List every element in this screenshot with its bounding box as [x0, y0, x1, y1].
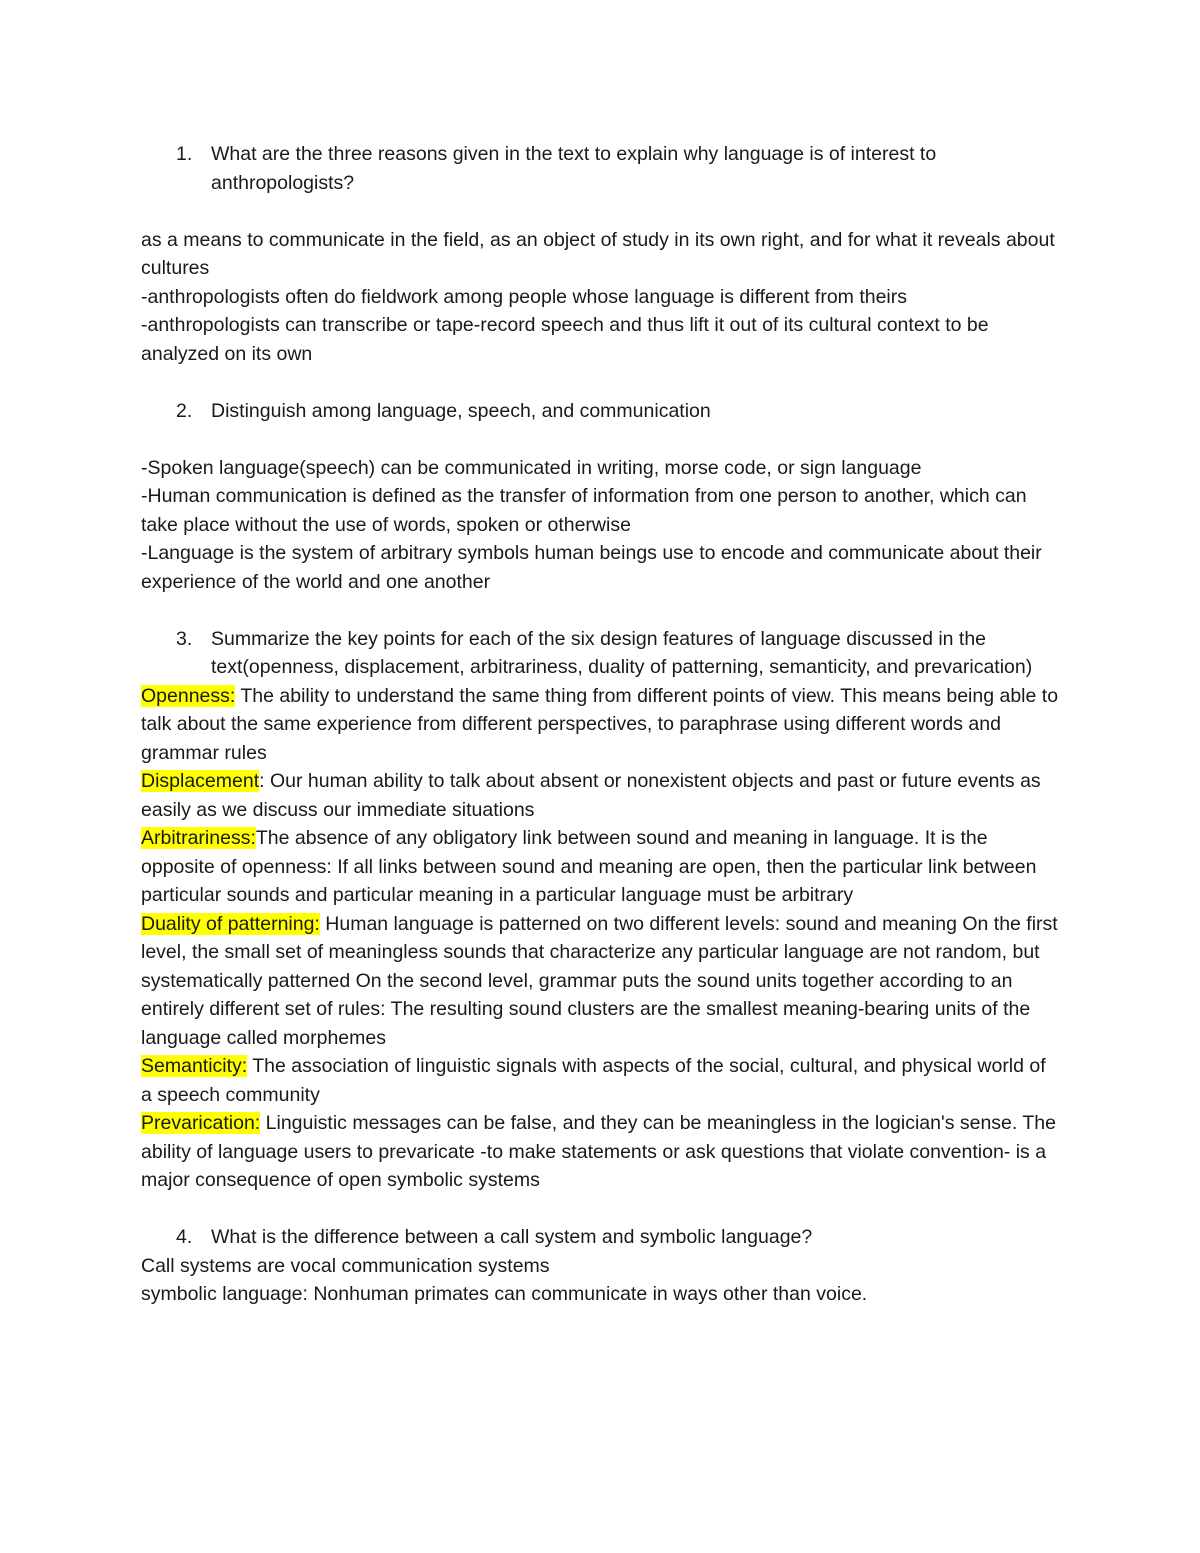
feature-definition: The ability to understand the same thing from different points of view. This means being able to talk about the same experience from different perspectives, to paraphrase using different words and grammar rules: [141, 684, 1059, 764]
answer-line: -anthropologists can transcribe or tape-record speech and thus lift it out of its cultural context to be analyzed on its own: [141, 314, 989, 365]
question-3: [141, 625, 1061, 682]
question-text: What is the difference between a call system and symbolic language?: [211, 1226, 813, 1248]
answer-line: -Spoken language(speech) can be communicated in writing, morse code, or sign language: [141, 456, 922, 479]
feature-definition: The absence of any obligatory link between sound and meaning in language. It is the opposite of openness: If all links between sound and meaning are open, then the particular link between particular sounds and particular meaning in a particular language must be arbitrary: [141, 827, 1037, 906]
feature-prevarication: [141, 1109, 1061, 1195]
answer-line: -Human communication is defined as the transfer of information from one person to another, which can take place without the use of words, spoken or otherwise: [141, 485, 1027, 536]
highlighted-term: Duality of patterning:: [141, 912, 320, 935]
question-number: 2.: [176, 399, 193, 422]
question-number: 1.: [176, 143, 193, 165]
question-1: [141, 140, 1061, 197]
question-4: [141, 1223, 1061, 1252]
highlighted-term: Arbitrariness:: [141, 827, 256, 849]
answer-line: as a means to communicate in the field, as an object of study in its own right, and for what it reveals about cultures: [141, 228, 1055, 279]
feature-definition: Linguistic messages can be false, and they can be meaningless in the logician's sense. The ability of language users to prevaricate -to make statements or ask questions that violate convention- is a major consequence of open symbolic systems: [141, 1112, 1056, 1191]
feature-arbitrariness: [141, 824, 1061, 910]
feature-displacement: [141, 767, 1061, 824]
highlighted-term: Prevarication:: [141, 1112, 261, 1134]
highlighted-term: Semanticity:: [141, 1055, 248, 1077]
answer-line: -Language is the system of arbitrary symbols human beings use to encode and communicate about their experience of the world and one another: [141, 542, 1042, 593]
question-number: 4.: [176, 1226, 193, 1248]
feature-openness: [141, 682, 1061, 768]
question-text: Distinguish among language, speech, and communication: [211, 399, 711, 422]
document-body: [141, 140, 1061, 1309]
answer-line: -anthropologists often do fieldwork among people whose language is different from theirs: [141, 285, 908, 308]
answer-line: Call systems are vocal communication systems: [141, 1254, 550, 1277]
question-text: What are the three reasons given in the text to explain why language is of interest to anthropologists?: [211, 143, 937, 194]
feature-definition: The association of linguistic signals with aspects of the social, cultural, and physical world of a speech community: [141, 1055, 1046, 1106]
feature-semanticity: [141, 1052, 1061, 1109]
feature-definition: Human language is patterned on two different levels: sound and meaning On the first level, the small set of meaningless sounds that characterize any particular language are not random, but systematically patterned On the second level, grammar puts the sound units together according to an entirely different set of rules: The resulting sound clusters are the smallest meaning-bearing units of the language called morphemes: [141, 912, 1058, 1049]
feature-duality-of-patterning: [141, 910, 1061, 1053]
highlighted-term: Openness:: [141, 684, 236, 707]
highlighted-term: Displacement: [141, 770, 260, 792]
answer-line: symbolic language: Nonhuman primates can communicate in ways other than voice.: [141, 1283, 868, 1305]
question-text: Summarize the key points for each of the six design features of language discussed in the text(openness, displacement, arbitrariness, duality of patterning, semanticity, and prevarication): [211, 627, 1033, 678]
question-2: [141, 397, 1061, 426]
feature-definition: : Our human ability to talk about absent or nonexistent objects and past or future events as easily as we discuss our immediate situations: [141, 770, 1041, 821]
question-number: 3.: [176, 627, 193, 650]
